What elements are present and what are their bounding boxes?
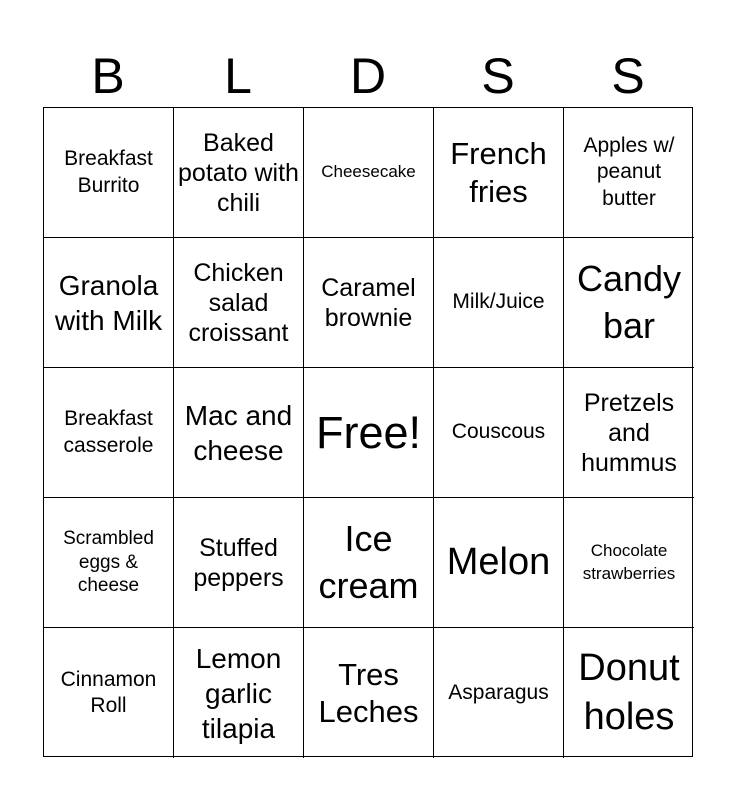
bingo-cell[interactable]	[304, 628, 434, 758]
bingo-cell[interactable]	[564, 498, 694, 628]
cell-label: Candy bar	[576, 257, 682, 346]
header-letter: L	[224, 48, 252, 104]
header-letter: B	[91, 48, 125, 104]
bingo-cell[interactable]	[174, 238, 304, 368]
cell-label: Cheesecake	[321, 162, 416, 182]
bingo-cell[interactable]	[434, 368, 564, 498]
bingo-board	[43, 107, 693, 757]
cell-label: Stuffed peppers	[193, 533, 284, 592]
bingo-cell[interactable]	[304, 238, 434, 368]
cell-label: Chocolate strawberries	[582, 541, 676, 583]
cell-label: Breakfast casserole	[63, 407, 154, 457]
cell-label: Lemon garlic tilapia	[195, 642, 282, 744]
bingo-cell[interactable]	[434, 238, 564, 368]
bingo-cell[interactable]	[44, 108, 174, 238]
cell-label: French fries	[450, 136, 547, 209]
cell-label: Melon	[446, 540, 551, 583]
bingo-cell[interactable]	[44, 368, 174, 498]
bingo-cell[interactable]	[174, 368, 304, 498]
header-letter: D	[349, 48, 387, 104]
bingo-cell[interactable]	[434, 628, 564, 758]
cell-label: Caramel brownie	[321, 273, 416, 332]
cell-label: Asparagus	[448, 680, 549, 704]
bingo-cell[interactable]	[434, 498, 564, 628]
cell-label: Tres Leches	[318, 656, 419, 729]
bingo-cell[interactable]	[44, 238, 174, 368]
cell-label: Baked potato with chili	[178, 128, 299, 217]
header-letter: S	[481, 48, 515, 104]
bingo-header	[43, 44, 693, 108]
bingo-cell[interactable]	[304, 498, 434, 628]
cell-label: Granola with Milk	[54, 269, 163, 336]
bingo-cell[interactable]	[564, 238, 694, 368]
bingo-cell[interactable]	[564, 628, 694, 758]
cell-label: Cinnamon Roll	[60, 667, 157, 717]
bingo-cell[interactable]	[174, 628, 304, 758]
cell-label: Mac and cheese	[184, 399, 293, 466]
cell-label: Donut holes	[578, 646, 680, 738]
bingo-cell[interactable]	[304, 108, 434, 238]
bingo-cell[interactable]	[174, 498, 304, 628]
bingo-cell[interactable]	[564, 108, 694, 238]
cell-label: Pretzels and hummus	[581, 388, 677, 477]
bingo-cell[interactable]	[44, 628, 174, 758]
cell-label: Ice cream	[318, 517, 419, 606]
cell-label: Scrambled eggs & cheese	[63, 527, 154, 597]
bingo-cell[interactable]	[564, 368, 694, 498]
bingo-cell[interactable]	[174, 108, 304, 238]
header-letter: S	[611, 48, 645, 104]
bingo-cell[interactable]	[434, 108, 564, 238]
cell-label: Couscous	[451, 420, 546, 444]
bingo-cell free-space[interactable]	[304, 368, 434, 498]
bingo-cell[interactable]	[44, 498, 174, 628]
cell-label: Chicken salad croissant	[188, 258, 289, 347]
free-space-label: Free!	[315, 406, 422, 458]
cell-label: Apples w/ peanut butter	[583, 134, 675, 210]
cell-label: Milk/Juice	[452, 290, 545, 314]
cell-label: Breakfast Burrito	[64, 147, 153, 197]
